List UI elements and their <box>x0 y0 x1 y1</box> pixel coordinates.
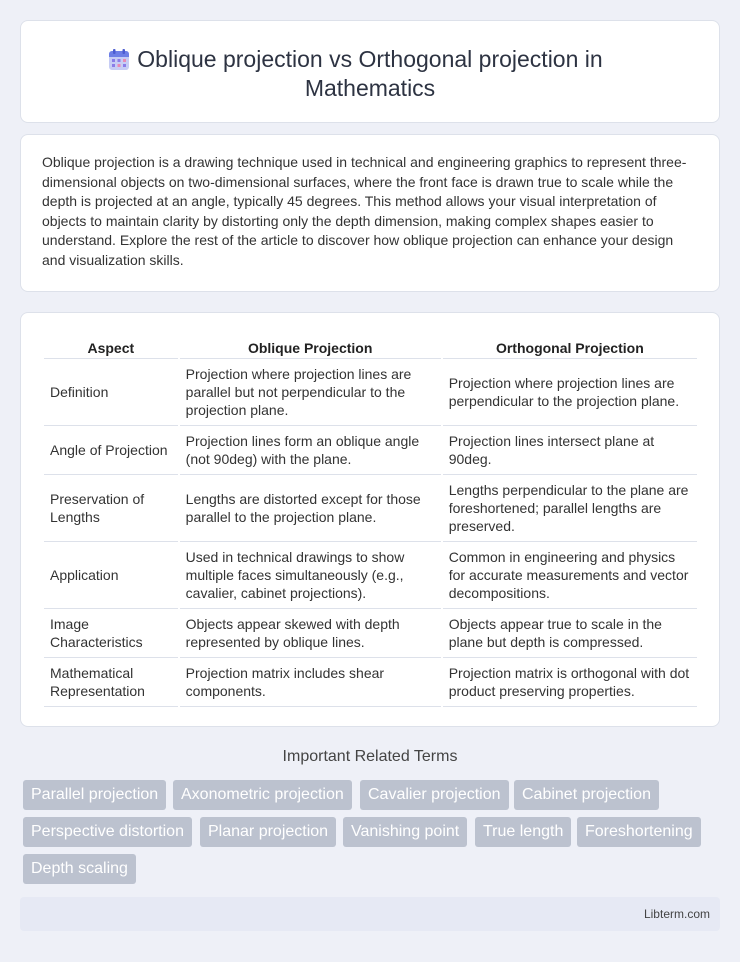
table-cell: Application <box>44 542 178 609</box>
related-terms-heading: Important Related Terms <box>282 748 458 765</box>
table-row <box>44 359 697 426</box>
tag-planar-projection[interactable]: Planar projection <box>200 817 336 847</box>
tag-axonometric-projection[interactable]: Axonometric projection <box>173 780 352 810</box>
tag-cabinet-projection[interactable]: Cabinet projection <box>514 780 659 810</box>
tag-cavalier-projection[interactable]: Cavalier projection <box>360 780 509 810</box>
header-card <box>20 20 720 123</box>
tag-true-length[interactable]: True length <box>475 817 571 847</box>
table-cell: Common in engineering and physics for accurate measurements and vector decompositions. <box>443 542 697 609</box>
page-title: Oblique projection vs Orthogonal projection in Mathematics <box>137 46 603 101</box>
tag-parallel-projection[interactable]: Parallel projection <box>23 780 166 810</box>
tag-depth-scaling[interactable]: Depth scaling <box>23 854 136 884</box>
table-cell: Preservation of Lengths <box>44 475 178 542</box>
table-cell: Projection where projection lines are parallel but not perpendicular to the projection plane. <box>180 359 441 426</box>
table-row <box>44 658 697 707</box>
table-cell: Objects appear true to scale in the plane but depth is compressed. <box>443 609 697 658</box>
table-cell: Projection matrix includes shear components. <box>180 658 441 707</box>
column-header-aspect: Aspect <box>44 335 178 359</box>
table-cell: Image Characteristics <box>44 609 178 658</box>
table-cell: Lengths are distorted except for those parallel to the projection plane. <box>180 475 441 542</box>
intro-paragraph: Oblique projection is a drawing technique used in technical and engineering graphics to represent three-dimensional objects on two-dimensional surfaces, where the front face is drawn true to scale while the depth is projected at an angle, typically 45 degrees. This method allows your visual interpretation of objects to maintain clarity by distorting only the depth dimension, making complex shapes easier to understand. Explore the rest of the article to discover how oblique projection can enhance your design and visualization skills. <box>42 154 687 268</box>
table-cell: Used in technical drawings to show multiple faces simultaneously (e.g., cavalier, cabinet projections). <box>180 542 441 609</box>
table-row <box>44 426 697 475</box>
column-header-orthogonal: Orthogonal Projection <box>443 335 697 359</box>
table-row <box>44 475 697 542</box>
table-cell: Projection where projection lines are perpendicular to the projection plane. <box>443 359 697 426</box>
table-cell: Definition <box>44 359 178 426</box>
column-header-oblique: Oblique Projection <box>180 335 441 359</box>
table-row <box>44 542 697 609</box>
table-cell: Angle of Projection <box>44 426 178 475</box>
table-cell: Projection lines form an oblique angle (not 90deg) with the plane. <box>180 426 441 475</box>
footer-site-link[interactable]: Libterm.com <box>643 907 710 921</box>
table-cell: Objects appear skewed with depth represented by oblique lines. <box>180 609 441 658</box>
table-cell: Projection matrix is orthogonal with dot product preserving properties. <box>443 658 697 707</box>
table-cell: Mathematical Representation <box>44 658 178 707</box>
tag-foreshortening[interactable]: Foreshortening <box>577 817 701 847</box>
tag-vanishing-point[interactable]: Vanishing point <box>343 817 467 847</box>
comparison-table <box>42 335 699 707</box>
table-header-row <box>44 335 697 359</box>
footer <box>20 897 720 931</box>
table-cell: Lengths perpendicular to the plane are foreshortened; parallel lengths are preserved. <box>443 475 697 542</box>
tag-perspective-distortion[interactable]: Perspective distortion <box>23 817 192 847</box>
table-cell: Projection lines intersect plane at 90deg. <box>443 426 697 475</box>
table-row <box>44 609 697 658</box>
intro-card <box>20 134 720 292</box>
comparison-table-card <box>20 312 720 727</box>
